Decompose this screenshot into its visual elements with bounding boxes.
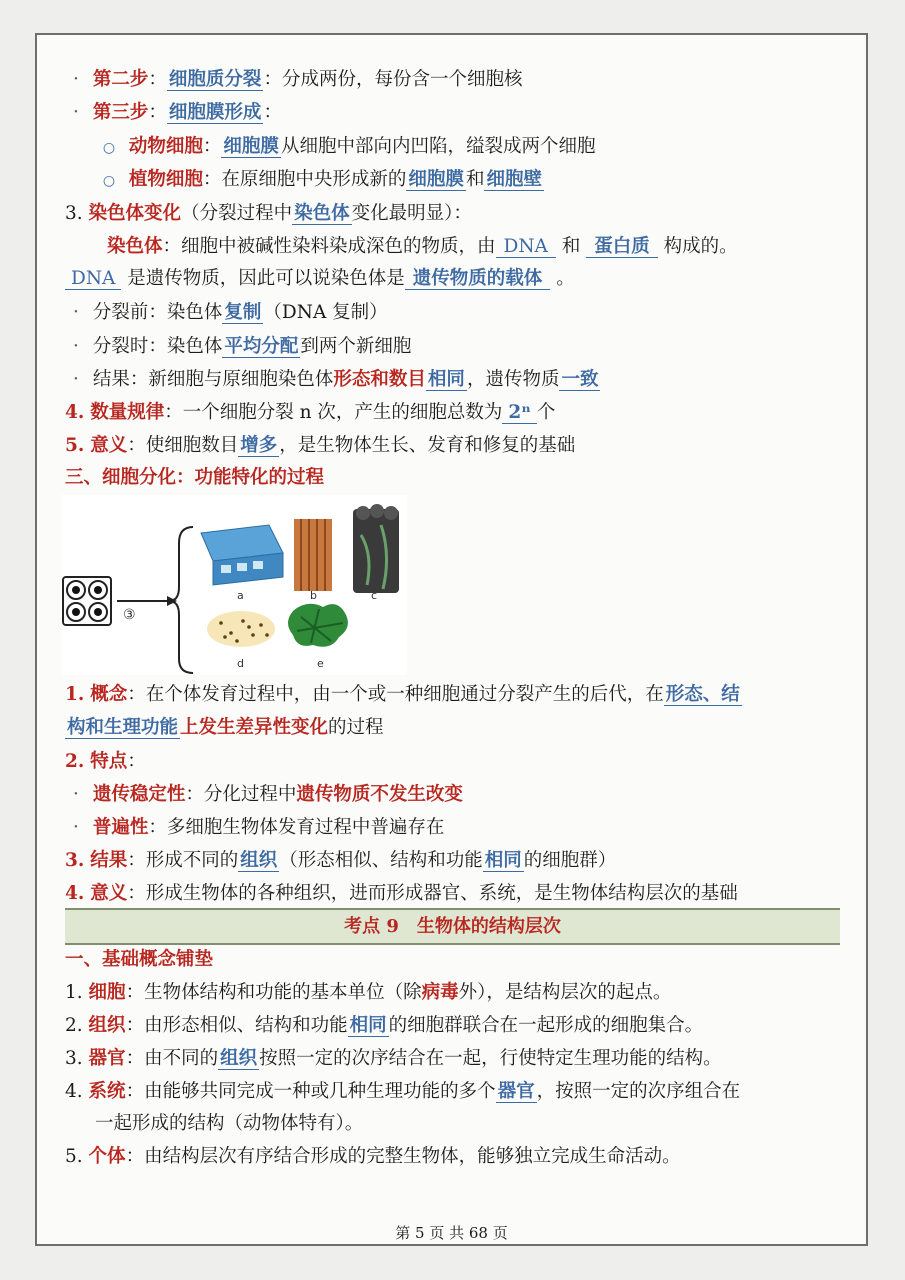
same-term: 相同 [427, 369, 465, 390]
universality-text: ：多细胞生物体发育过程中普遍存在 [148, 817, 445, 838]
nerve-bundle-icon [353, 504, 399, 593]
chromosome-def-end: 构成的。 [663, 236, 738, 257]
concept-term-2: 上发生差异性变化 [180, 717, 329, 738]
epithelial-tissue-icon [201, 525, 283, 585]
step3-label: 第三步 [92, 102, 149, 123]
count-rule-label: 数量规律 [90, 402, 165, 423]
muscle-tissue-icon [294, 519, 332, 591]
virus-term: 病毒 [421, 982, 459, 1003]
label-a: a [237, 589, 244, 602]
result-text-2: （形态相似、结构和功能 [279, 850, 483, 871]
chromosome-def-text: ：细胞中被碱性染料染成深色的物质，由 [162, 236, 496, 257]
bullet-dot-icon: · [73, 102, 79, 123]
differentiation-figure [61, 495, 407, 675]
item-number: 2. [65, 751, 85, 772]
concept-line-2 [65, 713, 846, 743]
consistent-term: 一致 [561, 369, 599, 390]
level-text-end: ，按照一定的次序组合在 [536, 1081, 741, 1102]
count-rule-line [65, 398, 846, 428]
universality-line [65, 813, 846, 843]
level-item-tissue [65, 1011, 846, 1041]
result-text-2: ，遗传物质 [466, 369, 560, 390]
differentiation-heading: 三、细胞分化：功能特化的过程 [65, 467, 325, 488]
division-meaning-text: ：使细胞数目 [127, 435, 239, 456]
power-blank: 2ⁿ [502, 402, 536, 424]
concept-line [65, 680, 846, 710]
bullet-dot-icon: · [73, 336, 79, 357]
step2-line: · 第二步： 细胞质分裂 ：分成两份，每份含一个细胞核 [65, 65, 846, 95]
level-text-end: 的细胞群联合在一起形成的细胞集合。 [388, 1015, 704, 1036]
concept-text-end: 的过程 [328, 717, 384, 738]
tissue-term: 组织 [240, 850, 278, 871]
differentiation-result-line [65, 846, 846, 876]
cell-cluster-icon [63, 577, 111, 625]
level-text: ：由结构层次有序结合形成的完整生物体，能够独立完成生命活动。 [125, 1146, 681, 1167]
label-c: c [371, 589, 378, 602]
count-unit: 个 [536, 402, 556, 423]
concept-term-1: 形态、结 [665, 684, 740, 705]
carrier-blank: 遗传物质的载体 [405, 268, 551, 290]
document-page [35, 33, 868, 1246]
result-line [65, 365, 846, 395]
same-term: 相同 [484, 850, 522, 871]
step2-text: ：分成两份，每份含一个细胞核 [263, 69, 523, 90]
same-term: 相同 [349, 1015, 387, 1036]
stability-line [65, 780, 846, 810]
division-meaning-line [65, 431, 846, 461]
distribute-term: 平均分配 [224, 336, 299, 357]
level-label: 组织 [88, 1015, 126, 1036]
bullet-dot-icon: · [73, 69, 79, 90]
result-text: 结果：新细胞与原细胞染色体 [92, 369, 334, 390]
label-b: b [310, 589, 317, 602]
stability-text: ：分化过程中 [185, 784, 297, 805]
plant-tissue-icon [288, 604, 348, 647]
item-number: 3. [65, 203, 83, 224]
level-text: ：生物体结构和功能的基本单位（除 [125, 982, 422, 1003]
bullet-circle-icon: ○ [102, 140, 116, 156]
differentiation-result-label: 结果 [90, 850, 128, 871]
animal-cell-label: 动物细胞 [128, 136, 203, 157]
stability-term: 遗传物质不发生改变 [296, 784, 463, 805]
plant-cell-term-wall: 细胞壁 [486, 169, 542, 190]
level-item-system [65, 1077, 846, 1107]
before-text-end: （DNA 复制） [263, 302, 388, 323]
chromosome-def-label: 染色体 [107, 236, 163, 257]
chromosome-text-end: 变化最明显）： [351, 203, 472, 224]
chromosome-term: 染色体 [294, 203, 350, 224]
result-text: ：形成不同的 [127, 850, 239, 871]
step2-label: 第二步 [92, 69, 149, 90]
result-text-3: 的细胞群） [523, 850, 617, 871]
animal-cell-line [95, 132, 846, 163]
concept-term-1b: 构和生理功能 [67, 717, 179, 738]
division-meaning-text-end: ，是生物体生长、发育和修复的基础 [279, 435, 576, 456]
plant-cell-text: ：在原细胞中央形成新的 [202, 169, 407, 190]
organ-term: 器官 [497, 1081, 535, 1102]
during-text: 分裂时：染色体 [92, 336, 223, 357]
level-item-system-cont: 一起形成的结构（动物体特有）。 [95, 1113, 364, 1134]
item-number: 3. [65, 1048, 83, 1069]
item-number: 1. [65, 982, 83, 1003]
bullet-dot-icon: · [73, 369, 79, 390]
animal-cell-text: 从细胞中部向内凹陷，缢裂成两个细胞 [280, 136, 596, 157]
before-text: 分裂前：染色体 [92, 302, 223, 323]
arrow-icon [117, 596, 177, 606]
dna-blank: DNA [496, 236, 556, 258]
protein-blank: 蛋白质 [586, 236, 658, 258]
animal-cell-term: 细胞膜 [223, 136, 279, 157]
plant-cell-label: 植物细胞 [128, 169, 203, 190]
level-text: ：由能够共同完成一种或几种生理功能的多个 [125, 1081, 496, 1102]
step3-line: · 第三步： 细胞膜形成 ： [65, 98, 846, 128]
label-e: e [317, 657, 324, 670]
traits-line [65, 747, 846, 777]
period: 。 [556, 268, 575, 289]
dna-blank-2: DNA [65, 268, 121, 290]
bullet-dot-icon: · [73, 784, 79, 805]
level-label: 系统 [88, 1081, 126, 1102]
differentiation-svg [61, 495, 407, 675]
tissue-term: 组织 [220, 1048, 258, 1069]
concept-text: ：在个体发育过程中，由一个或一种细胞通过分裂产生的后代，在 [127, 684, 664, 705]
traits-label: 特点 [90, 751, 128, 772]
replicate-term: 复制 [224, 302, 262, 323]
page-footer: 第 5 页 共 68 页 [395, 1224, 508, 1242]
item-number: 2. [65, 1015, 83, 1036]
stability-label: 遗传稳定性 [92, 784, 186, 805]
item-number: 4. [65, 883, 85, 904]
section-band-title: 考点 9 生物体的结构层次 [65, 908, 840, 945]
level-label: 器官 [88, 1048, 126, 1069]
during-text-end: 到两个新细胞 [300, 336, 412, 357]
chromosome-text: （分裂过程中 [181, 203, 293, 224]
colon: ： [127, 751, 146, 772]
and-text: 和 [465, 169, 485, 190]
step3-term: 细胞膜形成 [168, 102, 262, 123]
item-number: 1. [65, 684, 85, 705]
chromosome-label: 染色体变化 [88, 203, 182, 224]
during-division-line [65, 332, 846, 362]
item-number: 5. [65, 1146, 83, 1167]
levels-heading: 一、基础概念铺垫 [65, 949, 214, 970]
step2-term: 细胞质分裂 [168, 69, 262, 90]
increase-term: 增多 [240, 435, 278, 456]
bullet-dot-icon: · [73, 817, 79, 838]
level-text-end: 外），是结构层次的起点。 [458, 982, 672, 1003]
carrier-text: 是遗传物质，因此可以说染色体是 [127, 268, 405, 289]
level-label: 细胞 [88, 982, 126, 1003]
before-division-line [65, 298, 846, 328]
chromosome-heading [65, 199, 846, 229]
plant-cell-term-membrane: 细胞膜 [408, 169, 464, 190]
universality-label: 普遍性 [92, 817, 149, 838]
item-number: 5. [65, 435, 85, 456]
division-meaning-label: 意义 [90, 435, 128, 456]
bullet-circle-icon: ○ [102, 173, 116, 189]
brace-icon [169, 527, 193, 673]
differentiation-meaning-text: ：形成生物体的各种组织，进而形成器官、系统，是生物体结构层次的基础 [127, 883, 738, 904]
level-item-organ [65, 1044, 846, 1074]
item-number: 3. [65, 850, 85, 871]
item-number: 4. [65, 402, 85, 423]
level-label: 个体 [88, 1146, 126, 1167]
plant-cell-line [95, 165, 846, 196]
level-item-cell [65, 978, 846, 1008]
label-d: d [237, 657, 244, 670]
level-item-individual [65, 1142, 846, 1172]
colon: ： [202, 136, 222, 157]
level-text: ：由不同的 [125, 1048, 219, 1069]
concept-label: 概念 [90, 684, 128, 705]
differentiation-meaning-line [65, 879, 846, 909]
level-text: ：由形态相似、结构和功能 [125, 1015, 348, 1036]
level-text-end: 按照一定的次序结合在一起，行使特定生理功能的结构。 [259, 1048, 722, 1069]
step3-text: ： [263, 102, 282, 123]
and-text: 和 [561, 236, 581, 257]
connective-tissue-icon [207, 611, 275, 647]
chromosome-definition [107, 232, 846, 262]
differentiation-meaning-label: 意义 [90, 883, 128, 904]
item-number: 4. [65, 1081, 83, 1102]
bullet-dot-icon: · [73, 302, 79, 323]
chromosome-carrier-line [65, 264, 846, 294]
arrow-label: ③ [123, 607, 136, 623]
count-rule-text: ：一个细胞分裂 n 次，产生的细胞总数为 [164, 402, 503, 423]
shape-number-term: 形态和数目 [333, 369, 426, 390]
